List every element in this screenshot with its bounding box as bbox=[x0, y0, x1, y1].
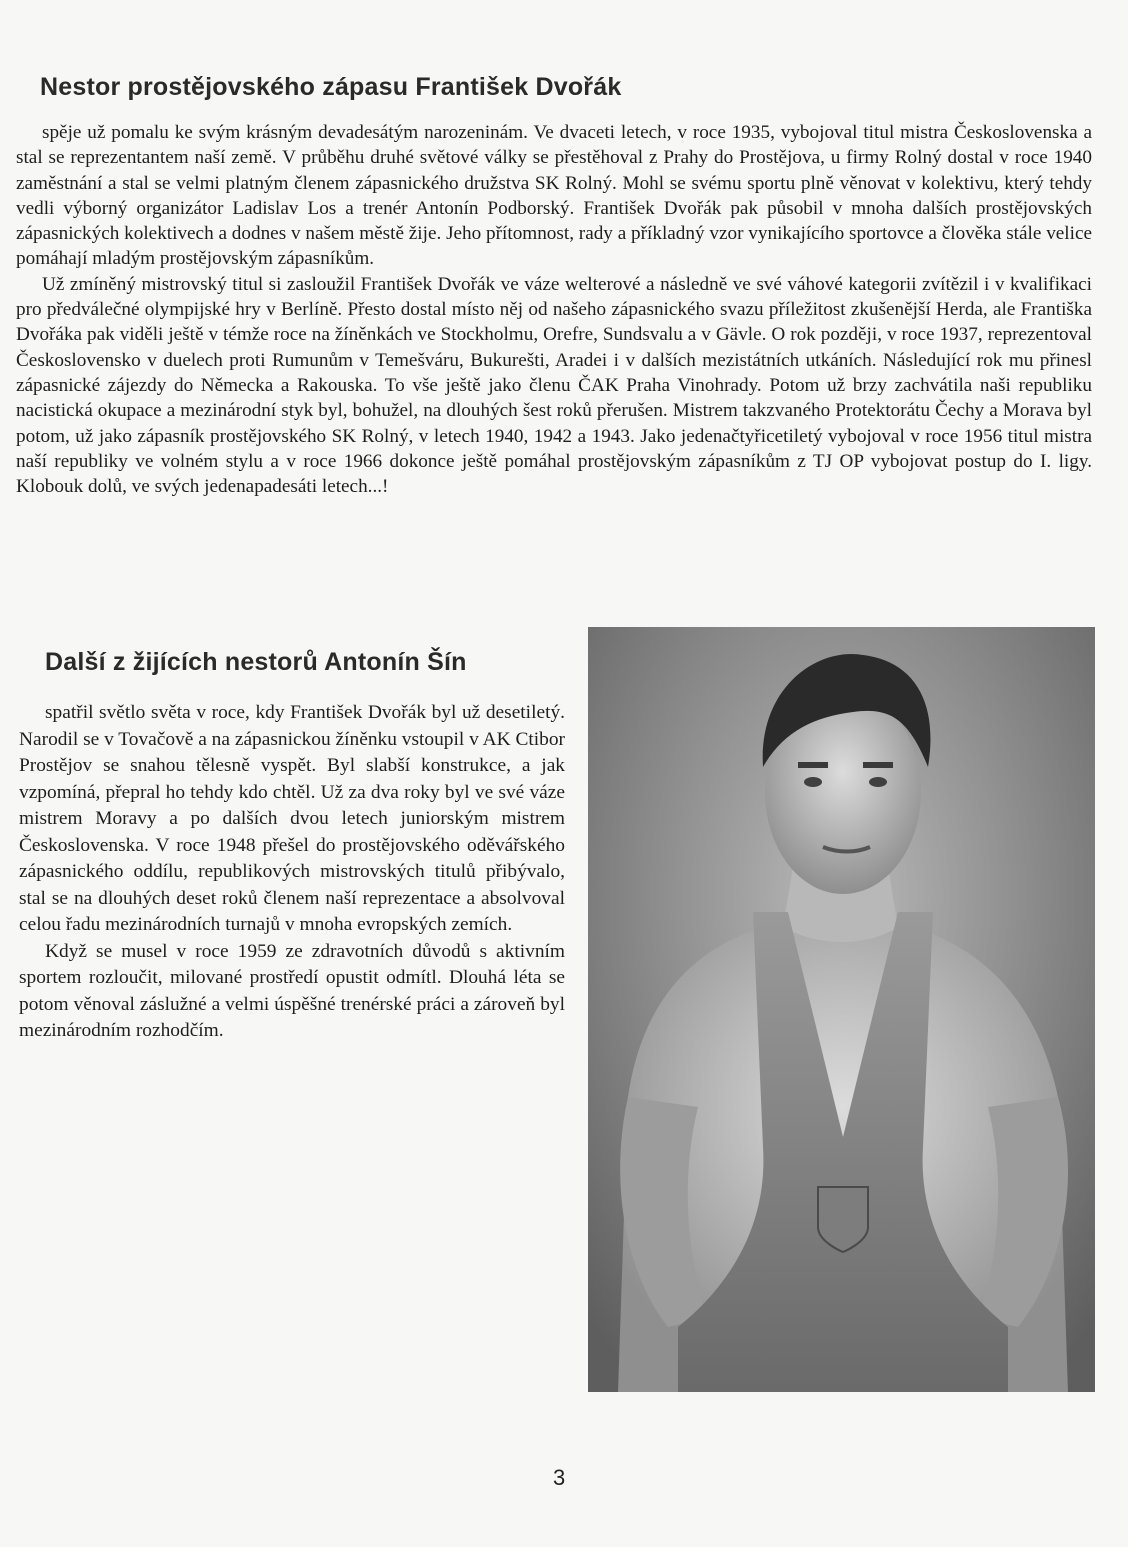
page-number: 3 bbox=[553, 1465, 566, 1490]
article2-body bbox=[19, 700, 565, 1045]
article2-title: Další z žijících nestorů Antonín Šín bbox=[45, 648, 467, 676]
article2-paragraph: spatřil světlo světa v roce, kdy František Dvořák byl už desetiletý. Narodil se v Tovačově a na zápasnickou žíněnku vstoupil v AK Ctibor Prostějov se snahou tělesně vyspět. Byl slabší konstrukce, a jak vzpomíná, přepral ho tehdy kdo chtěl. Už za dva roky byl ve své váze mistrem Moravy a po dalších dvou letech juniorským mistrem Československa. V roce 1948 přešel do prostějovského oděvářského zápasnického oddílu, republikových mistrovských titulů přibývalo, stal se na dlouhých deset roků členem naší reprezentace a absolvoval celou řadu mezinárodních turnajů v mnoha evropských zemích. bbox=[19, 702, 565, 935]
wrestler-portrait-photo bbox=[588, 627, 1095, 1392]
article2-paragraph: Když se musel v roce 1959 ze zdravotních důvodů s aktivním sportem rozloučit, milované prostředí opustit odmítl. Dlouhá léta se potom věnoval záslužné a velmi úspěšné trenérské práci a zároveň byl mezinárodním rozhodčím. bbox=[19, 940, 565, 1041]
article1-body bbox=[16, 120, 1092, 499]
portrait-illustration bbox=[588, 627, 1095, 1392]
article1-paragraph: Už zmíněný mistrovský titul si zasloužil František Dvořák ve váze welterové a následně ve své váhové kategorii zvítězil i v kvalifikaci pro předválečné olympijské hry v Berlíně. Přesto dostal místo něj od našeho zápasnického svazu příležitost zkušenější Herda, ale Františka Dvořáka pak viděli ještě v témže roce na žíněnkách ve Stockholmu, Orefre, Sundsvalu a v Gävle. O rok později, v roce 1937, reprezentoval Československo v duelech proti Rumunům v Temešváru, Bukurešti, Aradei i v dalších mezistátních utkáních. Následující rok mu přinesl zápasnické zájezdy do Německa a Rakouska. To vše ještě jako členu ČAK Praha Vinohrady. Potom už brzy zachvátila naši republiku nacistická okupace a mezinárodní styk byl, bohužel, na dlouhých šest roků přerušen. Mistrem takzvaného Protektorátu Čechy a Morava byl potom, už jako zápasník prostějovského SK Rolný, v letech 1940, 1942 a 1943. Jako jedenačtyřicetiletý vybojoval v roce 1956 titul mistra naší republiky ve volném stylu a v roce 1966 dokonce ještě pomáhal prostějovským zápasníkům z TJ OP vybojovat postup do I. ligy. Klobouk dolů, ve svých jedenapadesáti letech...! bbox=[16, 273, 1092, 498]
article1-title: Nestor prostějovského zápasu František Dvořák bbox=[40, 73, 622, 101]
article1-paragraph: spěje už pomalu ke svým krásným devadesátým narozeninám. Ve dvaceti letech, v roce 1935, vybojoval titul mistra Československa a stal se reprezentantem naší země. V průběhu druhé světové války se přestěhoval z Prahy do Prostějova, u firmy Rolný dostal v roce 1940 zaměstnání a stal se velmi platným členem zápasnického družstva SK Rolný. Mohl se svému sportu plně věnovat v kolektivu, který tehdy vedli výborný organizátor Ladislav Los a trenér Antonín Podborský. František Dvořák pak působil v mnoha dalších prostějovských zápasnických kolektivech a dodnes v našem městě žije. Jeho přítomnost, rady a příkladný vzor vynikajícího sportovce a člověka stále velice pomáhají mladým prostějovským zápasníkům. bbox=[16, 122, 1092, 270]
